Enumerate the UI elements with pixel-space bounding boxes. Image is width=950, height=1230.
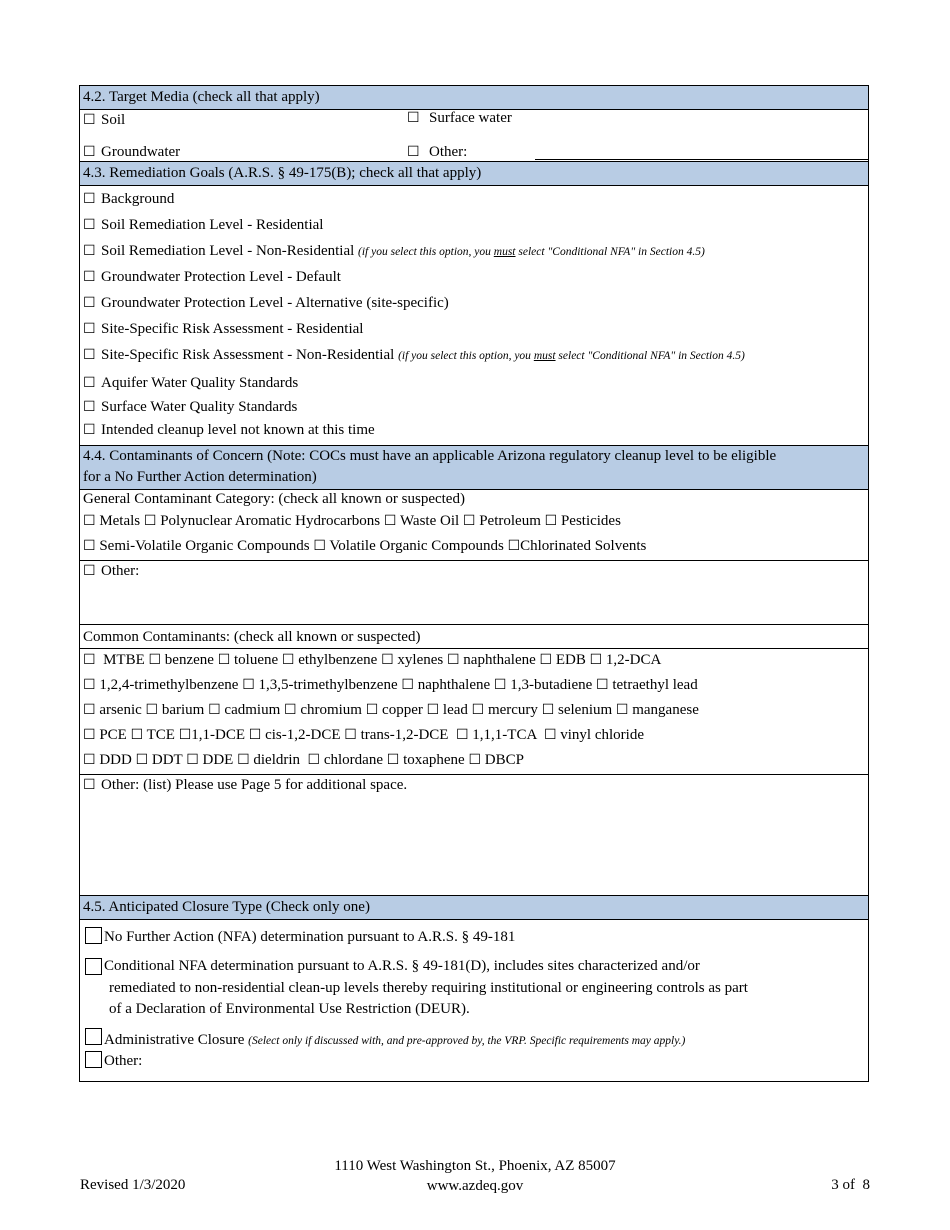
checkbox[interactable]: ☐ [344, 727, 357, 743]
goal-unknown[interactable] [83, 420, 375, 440]
checkbox[interactable]: ☐ [83, 375, 96, 391]
groundwater-option[interactable] [83, 142, 180, 162]
option-label: copper [382, 702, 423, 718]
checkbox[interactable]: ☐ [281, 652, 295, 668]
checkbox[interactable]: ☐ [365, 702, 379, 718]
checkbox[interactable]: ☐ [401, 677, 414, 693]
remediation-goals-header: 4.3. Remediation Goals (A.R.S. § 49-175(B); check all that apply) [80, 161, 868, 186]
checkbox[interactable]: ☐ [186, 752, 199, 768]
option-label: 1,1,1-TCA [472, 727, 537, 743]
goal-label: Intended cleanup level not known at this time [101, 422, 375, 438]
soil-checkbox[interactable]: ☐ [83, 112, 96, 128]
goal-label: Aquifer Water Quality Standards [101, 375, 299, 391]
checkbox[interactable]: ☐ [237, 752, 250, 768]
option-label: Waste Oil [399, 513, 460, 529]
option-label: barium [161, 702, 205, 718]
checkbox[interactable]: ☐ [83, 563, 96, 579]
goal-surface-water[interactable] [83, 397, 297, 417]
media-other-checkbox[interactable]: ☐ [407, 144, 420, 160]
conditional-line-3: of a Declaration of Environmental Use Restriction (DEUR). [109, 1001, 470, 1017]
checkbox[interactable]: ☐ [83, 538, 96, 554]
divider [80, 624, 868, 625]
option-label: manganese [632, 702, 699, 718]
checkbox[interactable]: ☐ [383, 513, 397, 529]
option-label: DBCP [484, 752, 524, 768]
common-row [83, 650, 661, 670]
option-label: 1,3-butadiene [510, 677, 593, 693]
checkbox[interactable]: ☐ [471, 702, 485, 718]
goal-background[interactable] [83, 189, 174, 209]
checkbox[interactable]: ☐ [426, 702, 440, 718]
general-row-2 [83, 536, 646, 556]
divider [80, 560, 868, 561]
checkbox[interactable]: ☐ [217, 652, 231, 668]
conditional-line-2: remediated to non-residential clean-up levels thereby requiring institutional or engineering controls as part [109, 980, 748, 996]
option-label: DDE [202, 752, 234, 768]
goal-gpl-default[interactable] [83, 267, 341, 287]
surface-water-checkbox[interactable]: ☐ [407, 110, 420, 126]
checkbox[interactable] [85, 958, 102, 975]
checkbox[interactable]: ☐ [493, 677, 507, 693]
option-label: Polynuclear Aromatic Hydrocarbons [160, 513, 381, 529]
goal-label: Background [101, 191, 175, 207]
checkbox[interactable]: ☐ [83, 295, 96, 311]
checkbox[interactable]: ☐ [83, 243, 96, 259]
form-page [79, 85, 869, 1082]
option-label: Semi-Volatile Organic Compounds [99, 538, 310, 554]
soil-label: Soil [101, 112, 126, 128]
checkbox[interactable] [85, 927, 102, 944]
media-other-field[interactable] [535, 159, 868, 160]
option-label: ethylbenzene [298, 652, 378, 668]
checkbox[interactable]: ☐ [83, 422, 96, 438]
option-label: Chlorinated Solvents [520, 538, 647, 554]
common-row [83, 700, 699, 720]
goal-gpl-alternative[interactable] [83, 293, 449, 313]
target-media-header: 4.2. Target Media (check all that apply) [80, 86, 868, 110]
checkbox[interactable]: ☐ [83, 269, 96, 285]
checkbox[interactable]: ☐ [468, 752, 482, 768]
checkbox[interactable]: ☐ [135, 752, 149, 768]
option-label: Metals [99, 513, 141, 529]
checkbox[interactable]: ☐ [83, 752, 96, 768]
contaminants-header [80, 445, 868, 490]
admin-note: (Select only if discussed with, and pre-approved by, the VRP. Specific requirements may apply.) [248, 1035, 686, 1047]
option-label: toxaphene [403, 752, 465, 768]
option-label: 1,3,5-trimethylbenzene [258, 677, 398, 693]
website-link[interactable]: www.azdeq.gov [426, 1178, 524, 1194]
option-label: Administrative Closure [104, 1032, 245, 1048]
checkbox[interactable]: ☐ [462, 513, 476, 529]
option-label: MTBE [103, 652, 145, 668]
checkbox[interactable]: ☐ [208, 702, 221, 718]
option-label: xylenes [397, 652, 444, 668]
checkbox[interactable]: ☐ [248, 727, 262, 743]
option-label: arsenic [99, 702, 142, 718]
checkbox[interactable]: ☐ [83, 217, 96, 233]
closure-header: 4.5. Anticipated Closure Type (Check only one) [80, 895, 868, 920]
checkbox[interactable]: ☐ [507, 538, 521, 554]
checkbox[interactable] [85, 1028, 102, 1045]
conditional-note: (if you select this option, you must select "Conditional NFA" in Section 4.5) [398, 350, 745, 362]
groundwater-label: Groundwater [101, 144, 181, 160]
option-label: vinyl chloride [560, 727, 644, 743]
option-label: toluene [234, 652, 279, 668]
goal-srl-nonresidential[interactable] [83, 241, 705, 262]
option-label: benzene [164, 652, 214, 668]
media-other-label: Other: [429, 144, 468, 160]
goal-label: Groundwater Protection Level - Alternative (site-specific) [101, 295, 449, 311]
option-label: 1,1-DCE [191, 727, 246, 743]
checkbox[interactable]: ☐ [83, 777, 96, 793]
revision-date: Revised 1/3/2020 [80, 1177, 186, 1193]
option-label: Pesticides [560, 513, 621, 529]
groundwater-checkbox[interactable]: ☐ [83, 144, 96, 160]
option-label: mercury [487, 702, 538, 718]
option-label: Volatile Organic Compounds [329, 538, 504, 554]
checkbox[interactable]: ☐ [145, 702, 159, 718]
checkbox[interactable]: ☐ [544, 513, 558, 529]
checkbox[interactable] [85, 1051, 102, 1068]
general-other[interactable] [83, 561, 139, 581]
checkbox[interactable]: ☐ [83, 702, 96, 718]
common-row [83, 675, 698, 695]
checkbox[interactable]: ☐ [242, 677, 255, 693]
goal-label: Surface Water Quality Standards [101, 399, 298, 415]
option-label: 1,2-DCA [605, 652, 662, 668]
page-number: 3 of 8 [831, 1177, 870, 1193]
divider [80, 648, 868, 649]
checkbox[interactable]: ☐ [381, 652, 394, 668]
checkbox[interactable]: ☐ [83, 652, 96, 668]
checkbox[interactable]: ☐ [541, 702, 555, 718]
common-contaminants-label: Common Contaminants: (check all known or suspected) [83, 629, 421, 645]
address: 1110 West Washington St., Phoenix, AZ 85007 [334, 1158, 616, 1174]
common-other[interactable] [83, 775, 407, 795]
option-label: chlordane [323, 752, 383, 768]
general-category-label: General Contaminant Category: (check all known or suspected) [83, 491, 465, 507]
goal-ssra-residential[interactable] [83, 319, 363, 339]
checkbox[interactable]: ☐ [386, 752, 400, 768]
option-label: Other: (list) Please use Page 5 for additional space. [101, 777, 408, 793]
closure-other[interactable] [85, 1051, 142, 1071]
surface-water-label: Surface water [429, 110, 512, 126]
checkbox[interactable]: ☐ [455, 727, 469, 743]
option-label: DDD [99, 752, 132, 768]
option-label: TCE [146, 727, 175, 743]
surface-water-option[interactable] [407, 108, 512, 128]
common-row [83, 725, 644, 745]
contaminants-header-line1: 4.4. Contaminants of Concern (Note: COCs must have an applicable Arizona regulatory cleanup level to be eligible [83, 448, 777, 464]
contaminants-header-line2: for a No Further Action determination) [83, 469, 317, 485]
checkbox[interactable]: ☐ [615, 702, 629, 718]
checkbox[interactable]: ☐ [446, 652, 460, 668]
checkbox[interactable]: ☐ [307, 752, 321, 768]
option-label: PCE [99, 727, 127, 743]
closure-nfa[interactable] [85, 927, 515, 947]
common-row [83, 750, 524, 770]
checkbox[interactable]: ☐ [284, 702, 297, 718]
checkbox[interactable]: ☐ [83, 677, 96, 693]
option-label: 1,2,4-trimethylbenzene [99, 677, 239, 693]
goal-ssra-nonresidential[interactable] [83, 345, 745, 366]
checkbox[interactable]: ☐ [83, 727, 96, 743]
option-label: lead [442, 702, 468, 718]
option-label: Petroleum [479, 513, 541, 529]
checkbox[interactable]: ☐ [130, 727, 144, 743]
goal-label: Site-Specific Risk Assessment - Residential [101, 321, 364, 337]
option-label: naphthalene [463, 652, 536, 668]
checkbox[interactable]: ☐ [83, 191, 96, 207]
soil-option[interactable] [83, 110, 125, 130]
checkbox[interactable]: ☐ [543, 727, 557, 743]
checkbox[interactable]: ☐ [83, 513, 96, 529]
option-label: cadmium [224, 702, 281, 718]
goal-label: Site-Specific Risk Assessment - Non-Residential [101, 347, 395, 363]
option-label: cis-1,2-DCE [265, 727, 341, 743]
option-label: Conditional NFA determination pursuant to A.R.S. § 49-181(D), includes sites characterized and/or [104, 958, 700, 974]
footer-center [0, 1156, 950, 1196]
option-label: selenium [558, 702, 613, 718]
option-label: chromium [300, 702, 362, 718]
option-label: tetraethyl lead [612, 677, 698, 693]
option-label: Other: [104, 1053, 143, 1069]
goal-label: Soil Remediation Level - Non-Residential [101, 243, 355, 259]
checkbox[interactable]: ☐ [83, 399, 96, 415]
option-label: EDB [555, 652, 586, 668]
conditional-note: (if you select this option, you must select "Conditional NFA" in Section 4.5) [358, 246, 705, 258]
closure-administrative[interactable] [85, 1028, 685, 1051]
option-label: dieldrin [253, 752, 301, 768]
checkbox[interactable]: ☐ [83, 347, 96, 363]
goal-label: Soil Remediation Level - Residential [101, 217, 324, 233]
checkbox[interactable]: ☐ [539, 652, 553, 668]
checkbox[interactable]: ☐ [589, 652, 603, 668]
option-label: trans-1,2-DCE [360, 727, 449, 743]
general-row-1 [83, 511, 621, 531]
checkbox[interactable]: ☐ [83, 321, 96, 337]
option-label: DDT [151, 752, 183, 768]
checkbox[interactable]: ☐ [596, 677, 609, 693]
goal-aquifer[interactable] [83, 373, 298, 393]
closure-conditional[interactable] [85, 956, 700, 976]
option-label: Other: [101, 563, 140, 579]
goal-label: Groundwater Protection Level - Default [101, 269, 341, 285]
media-other-option[interactable] [407, 142, 467, 162]
checkbox[interactable]: ☐ [143, 513, 157, 529]
checkbox[interactable]: ☐ [148, 652, 162, 668]
checkbox[interactable]: ☐ [313, 538, 326, 554]
goal-srl-residential[interactable] [83, 215, 323, 235]
option-label: naphthalene [417, 677, 491, 693]
checkbox[interactable]: ☐ [178, 727, 192, 743]
option-label: No Further Action (NFA) determination pursuant to A.R.S. § 49-181 [104, 929, 516, 945]
